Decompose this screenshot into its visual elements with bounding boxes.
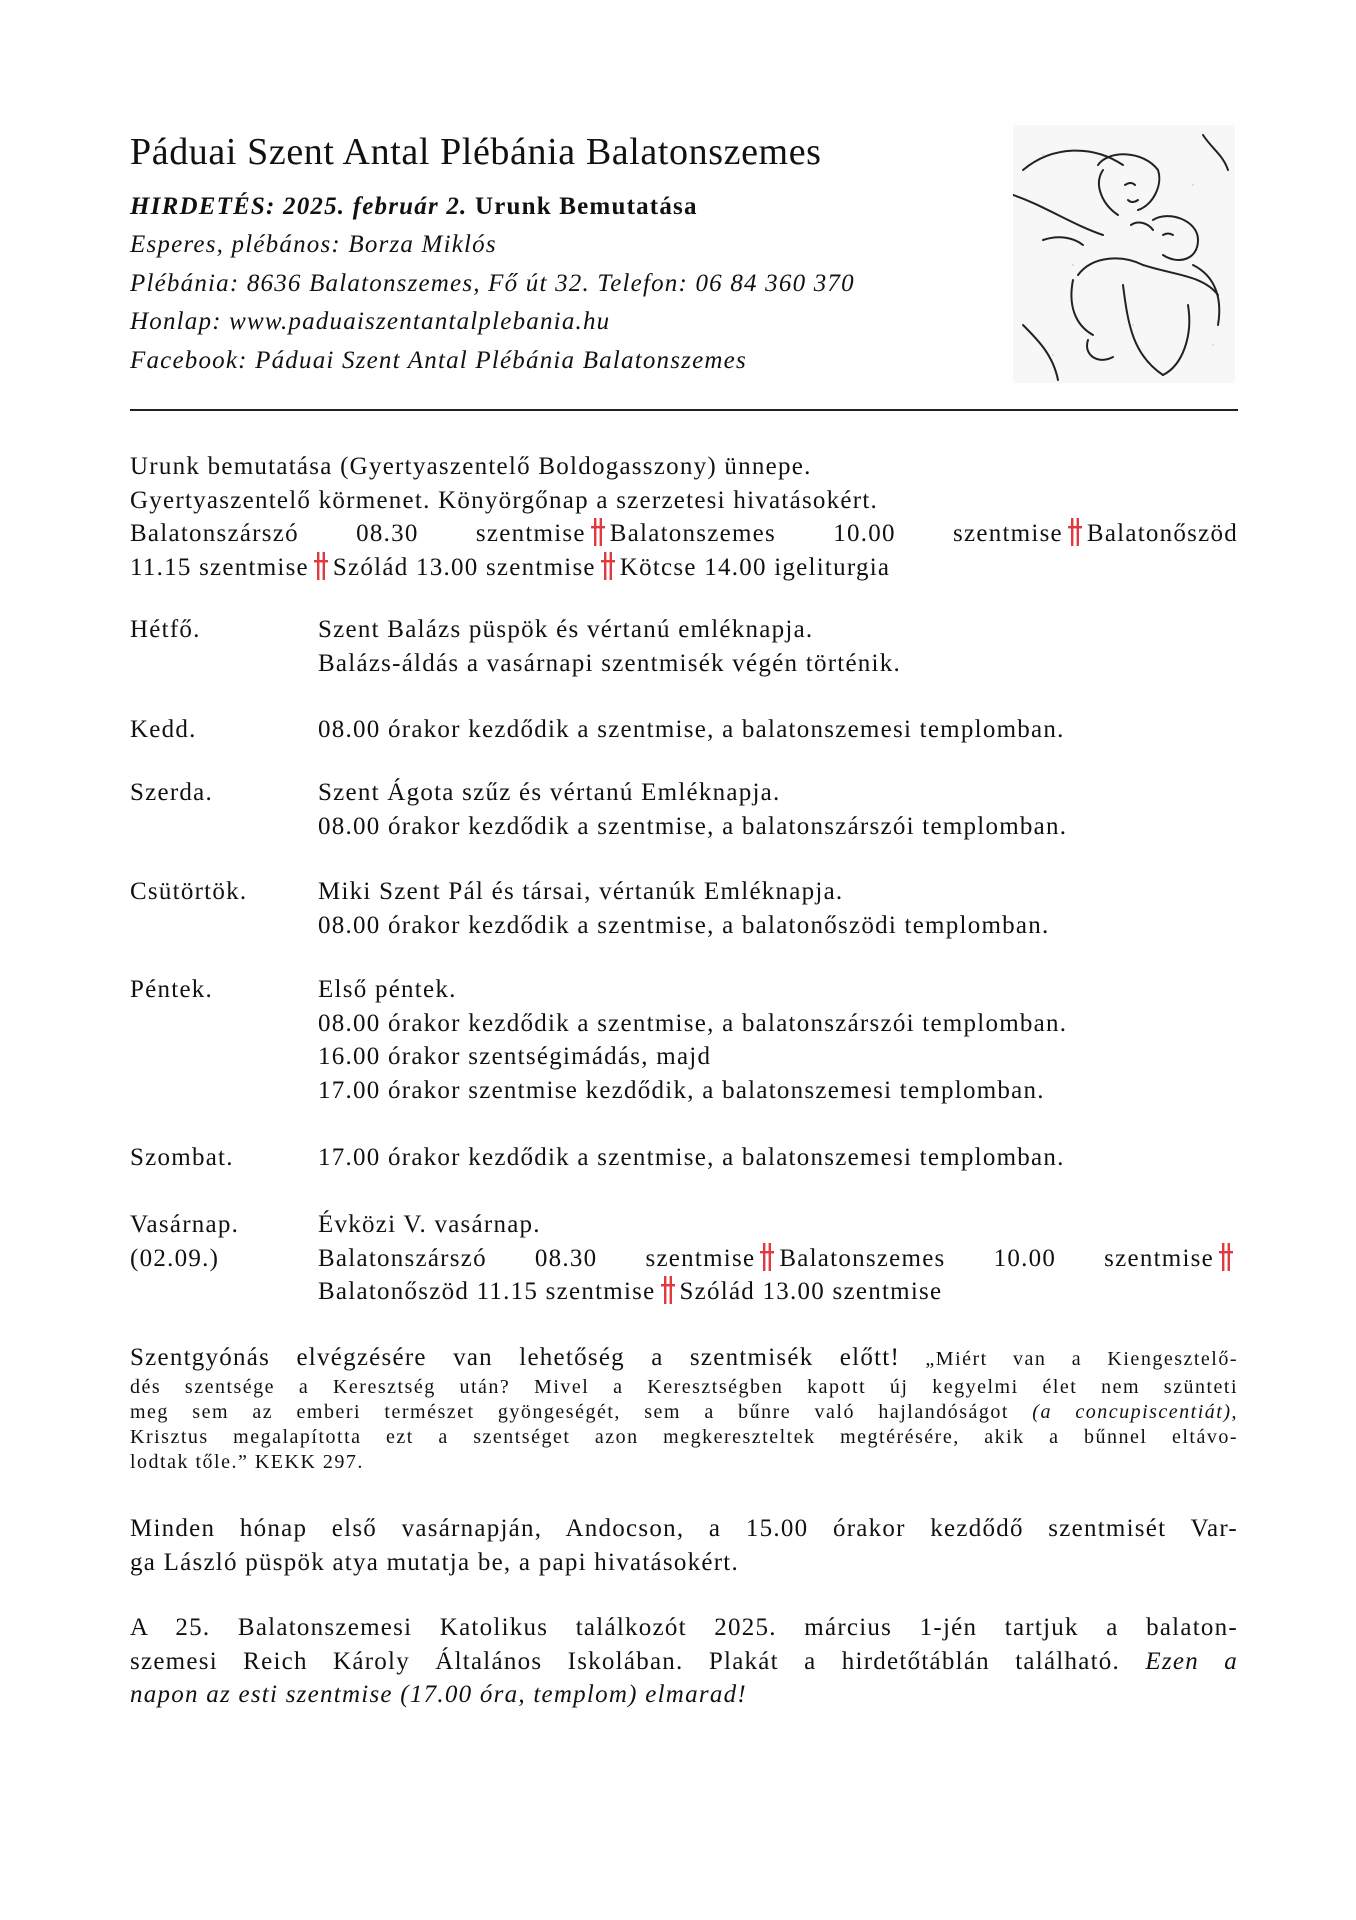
meeting-line-2	[130, 1645, 1238, 1679]
confession-line-1	[130, 1342, 1238, 1375]
entry-line: Első péntek.	[318, 976, 457, 1003]
day-entries	[318, 776, 1067, 843]
mass-szolad: Szólád 13.00 szentmise	[679, 1278, 943, 1305]
intro-paragraph	[130, 450, 1238, 584]
header-divider	[130, 409, 1238, 411]
entry-line: 17.00 órakor kezdődik a szentmise, a balatonszemesi templomban.	[318, 1144, 1065, 1171]
meeting-note: Ezen a	[1145, 1647, 1238, 1675]
day-entries	[318, 613, 901, 680]
day-label: Kedd.	[130, 716, 197, 743]
entry-line: Évközi V. vasárnap.	[318, 1211, 541, 1238]
priest-line: Esperes, plébános: Borza Miklós	[130, 231, 497, 258]
service-kotcse: Kötcse 14.00 igeliturgia	[619, 553, 891, 581]
quote-comma: ,	[1231, 1401, 1239, 1423]
announcement-feast: Urunk Bemutatása	[474, 193, 698, 220]
quote-text	[130, 1400, 1238, 1425]
entry-line: Balázs-áldás a vasárnapi szentmisék végén történik.	[318, 649, 902, 677]
cross-icon	[1218, 1243, 1234, 1271]
mass-balatonoszod-time: 11.15 szentmise	[130, 553, 309, 581]
mass-balatonoszod: Balatonőszöd	[1086, 520, 1238, 547]
entry-line: Miki Szent Pál és társai, vértanúk Emléknapja.	[318, 878, 844, 905]
day-label-date: (02.09.)	[130, 1244, 220, 1272]
intro-masses-line-2	[130, 551, 1238, 585]
page-title: Páduai Szent Antal Plébánia Balatonszemes	[130, 131, 822, 173]
entry-line: 08.00 órakor kezdődik a szentmise, a balatonszárszói templomban.	[318, 812, 1068, 840]
quote-citation: lodtak tőle.” KEKK 297.	[130, 1451, 364, 1473]
quote-text: Krisztus megalapította ezt a szentséget azon megkereszteltek megtérésére, akik a bűnnel eltávo-	[130, 1426, 1238, 1448]
address-line: Plébánia: 8636 Balatonszemes, Fő út 32. Telefon: 06 84 360 370	[130, 270, 855, 297]
mass-balatonszemes: Balatonszemes 10.00 szentmise	[779, 1244, 1214, 1272]
day-label: Csütörtök.	[130, 878, 248, 905]
quote-text: dés szentsége a Keresztség után? Mivel a Keresztségben kapott új kegyelmi élet nem szünteti	[130, 1376, 1238, 1398]
cross-icon	[313, 552, 329, 580]
meeting-paragraph	[130, 1611, 1238, 1712]
day-label: Péntek.	[130, 976, 214, 1003]
cross-icon	[660, 1276, 676, 1304]
intro-masses-line-1	[130, 517, 1238, 551]
andocs-line-1: Minden hónap első vasárnapján, Andocson, a 15.00 órakor kezdődő szentmisét Var-	[130, 1515, 1238, 1542]
entry-line: 16.00 órakor szentségimádás, majd	[318, 1043, 712, 1070]
mass-balatonszarszo: Balatonszárszó 08.30 szentmise	[130, 520, 586, 547]
day-entries	[318, 1141, 1065, 1175]
confession-paragraph	[130, 1342, 1238, 1475]
day-entries	[318, 875, 1050, 942]
mass-szolad: Szólád 13.00 szentmise	[332, 553, 596, 581]
day-label	[130, 1208, 239, 1275]
entry-line: 08.00 órakor kezdődik a szentmise, a balatonszemesi templomban.	[318, 716, 1065, 743]
day-entries	[318, 1208, 1238, 1309]
announcement-heading	[130, 193, 698, 221]
meeting-text: szemesi Reich Károly Általános Iskolában. Plakát a hirdetőtáblán található.	[130, 1647, 1121, 1675]
quote-fragment: meg sem az emberi természet gyöngeségét, sem a bűnre való hajlandóságot	[130, 1401, 1009, 1423]
day-label-name: Vasárnap.	[130, 1211, 240, 1238]
entry-line: 17.00 órakor szentmise kezdődik, a balatonszemesi templomban.	[318, 1076, 1045, 1104]
sunday-masses-line-2	[318, 1275, 1238, 1309]
sunday-masses-line-1	[318, 1242, 1238, 1276]
cross-icon	[590, 518, 606, 546]
entry-line: 08.00 órakor kezdődik a szentmise, a balatonőszödi templomban.	[318, 911, 1050, 939]
day-entries	[318, 713, 1065, 747]
announcement-date: HIRDETÉS: 2025. február 2.	[130, 193, 468, 220]
cross-icon	[600, 552, 616, 580]
facebook-line: Facebook: Páduai Szent Antal Plébánia Balatonszemes	[130, 347, 747, 374]
mass-balatonszarszo: Balatonszárszó 08.30 szentmise	[318, 1244, 756, 1272]
day-label: Szombat.	[130, 1144, 234, 1171]
day-label: Hétfő.	[130, 616, 201, 643]
cross-icon	[759, 1243, 775, 1271]
cross-icon	[1067, 518, 1083, 546]
andocs-line-2: ga László püspök atya mutatja be, a papi hivatásokért.	[130, 1548, 739, 1576]
meeting-line-1: A 25. Balatonszemesi Katolikus találkozót 2025. március 1-jén tartjuk a balaton-	[130, 1614, 1238, 1641]
sketch-illustration-icon	[1013, 125, 1235, 383]
quote-text: „Miért van a Kiengesztelő-	[925, 1348, 1239, 1370]
confession-lead: Szentgyónás elvégzésére van lehetőség a szentmisék előtt!	[130, 1344, 901, 1371]
intro-line-1: Urunk bemutatása (Gyertyaszentelő Boldogasszony) ünnepe.	[130, 453, 812, 480]
saint-anthony-sketch-image	[1013, 125, 1235, 383]
mass-balatonoszod: Balatonőszöd 11.15 szentmise	[318, 1278, 656, 1305]
entry-line: Szent Ágota szűz és vértanú Emléknapja.	[318, 779, 781, 806]
day-entries	[318, 973, 1067, 1107]
entry-line: Szent Balázs püspök és vértanú emléknapja.	[318, 616, 814, 643]
andocs-paragraph	[130, 1512, 1238, 1579]
intro-line-2: Gyertyaszentelő körmenet. Könyörgőnap a szerzetesi hivatásokért.	[130, 486, 879, 514]
entry-line: 08.00 órakor kezdődik a szentmise, a balatonszárszói templomban.	[318, 1009, 1068, 1037]
website-line: Honlap: www.paduaiszentantalplebania.hu	[130, 308, 611, 335]
meeting-note: napon az esti szentmise (17.00 óra, templom) elmarad!	[130, 1681, 747, 1708]
quote-latin-term: (a concupiscentiát)	[1032, 1401, 1232, 1423]
day-label: Szerda.	[130, 779, 214, 806]
mass-balatonszemes: Balatonszemes 10.00 szentmise	[609, 520, 1063, 547]
